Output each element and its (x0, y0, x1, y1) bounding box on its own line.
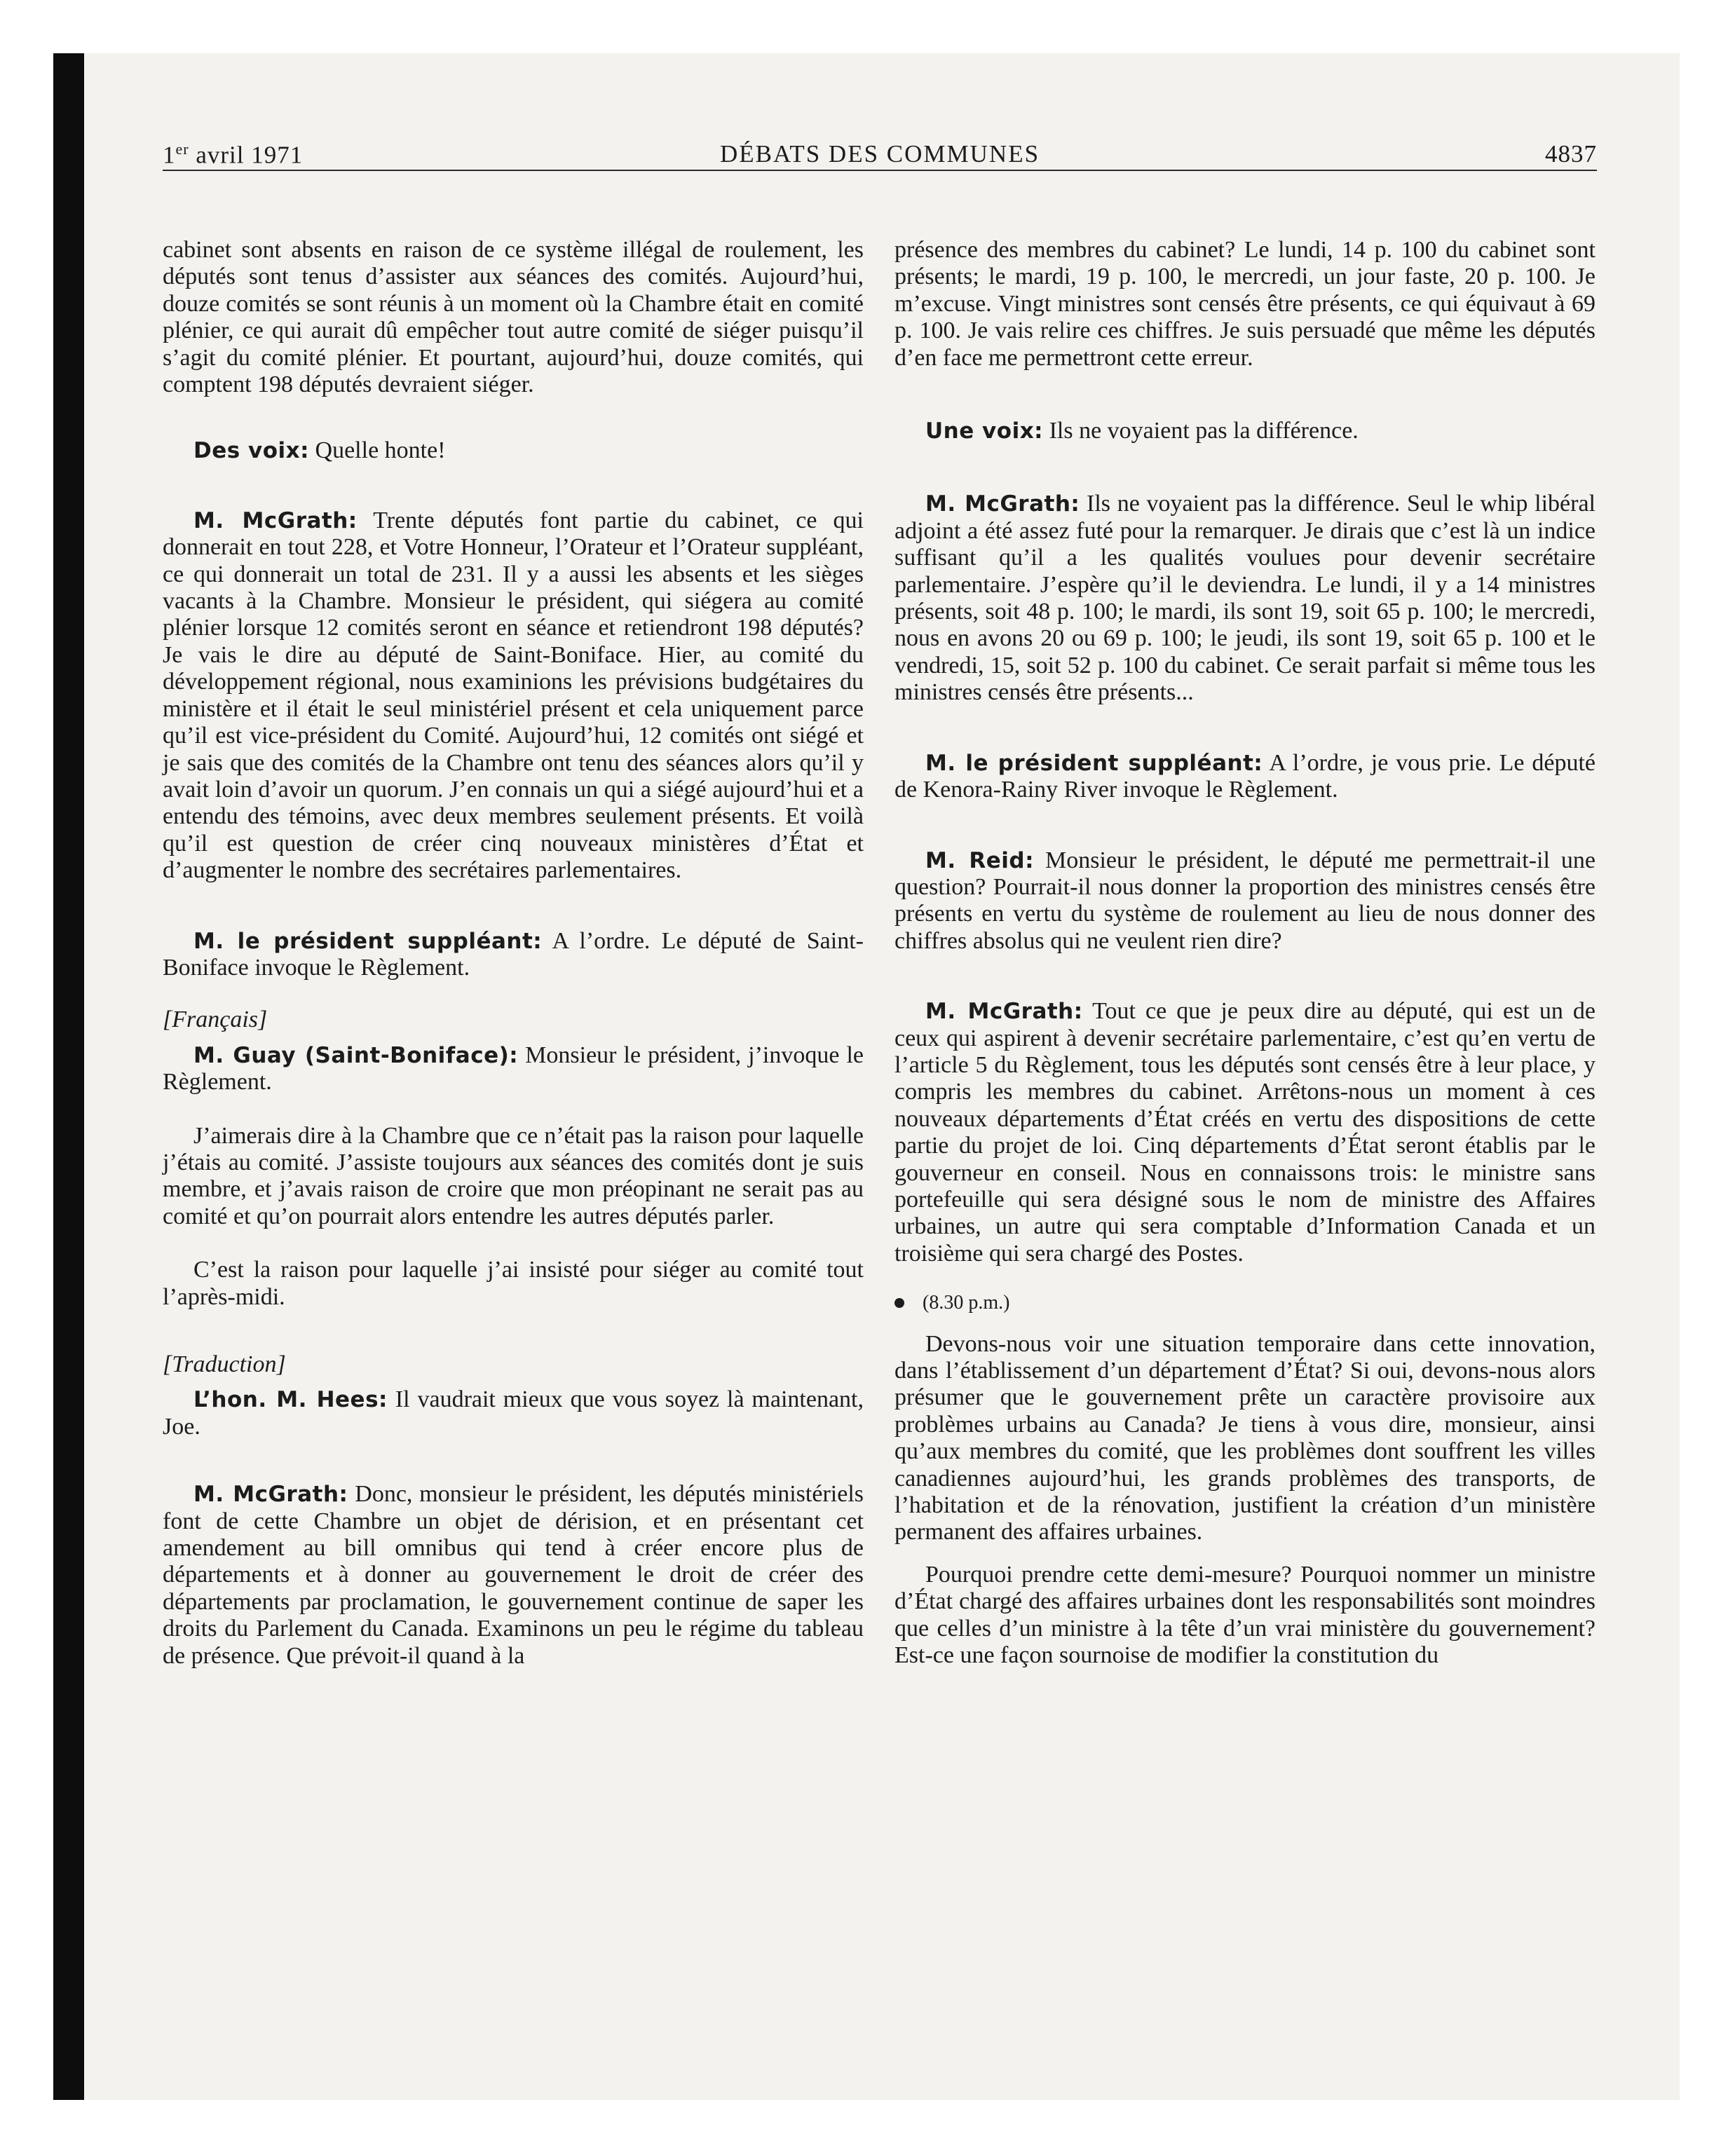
paragraph: M. le président suppléant: A l’ordre. Le député de Saint-Boniface invoque le Règlement. (163, 927, 864, 981)
paragraph: cabinet sont absents en raison de ce système illégal de roulement, les députés sont tenus d’assister aux séances des comités. Aujourd’hui, douze comités se sont réunis à un moment où la Chambre était en comité plénier, ce qui aurait dû empêcher tout autre comité de siéger puisqu’il s’agit du comité plénier. Et pourtant, aujourd’hui, douze comités, qui comptent 198 députés devraient siéger. (163, 237, 864, 398)
header-date: 1er avril 1971 (163, 140, 304, 169)
speaker-label: M. McGrath: (193, 1482, 348, 1508)
paragraph: L’hon. M. Hees: Il vaudrait mieux que vous soyez là maintenant, Joe. (163, 1386, 864, 1440)
column-left (163, 237, 864, 1670)
paragraph: M. McGrath: Trente députés font partie du cabinet, ce qui donnerait en tout 228, et Votre Honneur, l’Orateur et l’Orateur suppléant, ce qui donnerait un total de 231. Il y a aussi les absents et les sièges vacants à la Chambre. Monsieur le président, qui siégera au comité plénier lorsque 12 comités seront en séance et retiendront 198 députés? Je vais le dire au député de Saint-Boniface. Hier, au comité du développement régional, nous examinions les prévisions budgétaires du ministère et il était le seul ministériel présent et cela uniquement parce qu’il est vice-président du Comité. Aujourd’hui, 12 comités ont siégé et je sais que des comités de la Chambre ont tenu des séances alors qu’il y avait loin d’avoir un quorum. J’en connais un qui a siégé aujourd’hui et a entendu des témoins, avec deux membres seulement présents. Et voilà qu’il est question de créer cinq nouveaux ministères d’État et d’augmenter le nombre des secrétaires parlementaires. (163, 507, 864, 884)
section-marker-translation: [Traduction] (163, 1351, 286, 1377)
paragraph: C’est la raison pour laquelle j’ai insisté pour siéger au comité tout l’après-midi. (163, 1257, 864, 1310)
speaker-label: M. le président suppléant: (925, 750, 1263, 776)
running-header (163, 140, 1597, 174)
bullet-icon (894, 1298, 904, 1308)
paragraph: M. Guay (Saint-Boniface): Monsieur le président, j’invoque le Règlement. (163, 1042, 864, 1096)
speaker-label: Une voix: (925, 418, 1044, 444)
speaker-label: M. le président suppléant: (193, 928, 543, 954)
speaker-label: M. Reid: (925, 847, 1035, 873)
header-title: DÉBATS DES COMMUNES (719, 140, 1040, 168)
binding-edge (53, 53, 84, 2100)
page-number: 4837 (1545, 140, 1597, 168)
speaker-label: M. McGrath: (925, 491, 1080, 517)
paragraph: M. McGrath: Ils ne voyaient pas la différence. Seul le whip libéral adjoint a été assez futé pour la remarquer. Je dirais que c’est là un indice suffisant qu’il a les qualités voulues pour devenir secrétaire parlementaire. J’espère qu’il le deviendra. Le lundi, il y a 14 ministres présents, soit 48 p. 100; le mardi, ils sont 19, soit 65 p. 100; le mercredi, nous en avons 20 ou 69 p. 100; le jeudi, ils sont 19, soit 65 p. 100 et le vendredi, 15, soit 52 p. 100 du cabinet. Ce serait parfait si même tous les ministres censés être présents... (894, 491, 1595, 706)
speaker-label: M. McGrath: (193, 507, 358, 533)
time-marker: (8.30 p.m.) (894, 1288, 1595, 1316)
paragraph: Devons-nous voir une situation temporaire dans cette innovation, dans l’établissement d’un département d’État? Si oui, devons-nous alors présumer que le gouvernement prête un caractère provisoire aux problèmes urbains au Canada? Je tiens à vous dire, monsieur, ainsi qu’aux membres du comité, que les problèmes dont souffrent les villes canadiennes aujourd’hui, les grands problèmes des transports, de l’habitation et de la rénovation, justifient la création d’un ministère permanent des affaires urbaines. (894, 1330, 1595, 1546)
paragraph: M. McGrath: Donc, monsieur le président, les députés ministériels font de cette Chambre un objet de dérision, et en présentant cet amendement au bill omnibus qui tend à créer encore plus de départements et à donner au gouvernement le droit de créer des départements par proclamation, le gouvernement continue de saper les droits du Parlement du Canada. Examinons un peu le régime du tableau de présence. Que prévoit-il quand à la (163, 1481, 864, 1669)
paragraph: Une voix: Ils ne voyaient pas la différence. (925, 418, 1359, 444)
speaker-label: L’hon. M. Hees: (193, 1387, 388, 1413)
paragraph: présence des membres du cabinet? Le lundi, 14 p. 100 du cabinet sont présents; le mardi, 19 p. 100, le mercredi, un jour faste, 20 p. 100. Je m’excuse. Vingt ministres sont censés être présents, ce qui équivaut à 69 p. 100. Je vais relire ces chiffres. Je suis persuadé que même les députés d’en face me permettront cette erreur. (894, 237, 1595, 371)
header-rule (163, 170, 1597, 171)
speaker-label: M. McGrath: (925, 999, 1083, 1025)
section-marker-french: [Français] (163, 1007, 268, 1033)
speaker-label: M. Guay (Saint-Boniface): (193, 1042, 519, 1068)
column-right (894, 237, 1595, 1669)
paragraph: J’aimerais dire à la Chambre que ce n’était pas la raison pour laquelle j’étais au comité. J’assiste toujours aux séances des comités dont je suis membre, et j’avais raison de croire que mon préopinant ne serait pas au comité et qu’on pourrait alors entendre les autres députés parler. (163, 1122, 864, 1229)
speaker-label: Des voix: (193, 438, 310, 464)
paragraph: M. Reid: Monsieur le président, le député me permettrait-il une question? Pourrait-il nous donner la proportion des ministres censés être présents en vertu du système de roulement au lieu de nous donner des chiffres absolus qui ne veulent rien dire? (894, 847, 1595, 954)
paragraph: M. McGrath: Tout ce que je peux dire au député, qui est un de ceux qui aspirent à devenir secrétaire parlementaire, c’est qu’en vertu de l’article 5 du Règlement, tous les députés sont censés être à leur place, y compris les membres du cabinet. Arrêtons-nous un moment à ces nouveaux départements d’État créés en vertu des dispositions de cette partie du projet de loi. Cinq départements d’État seront établis par le gouverneur en conseil. Nous en connaissons trois: le ministre sans portefeuille qui sera désigné sous le nom de ministre des Affaires urbaines, un autre qui sera comptable d’Information Canada et un troisième qui sera chargé des Postes. (894, 998, 1595, 1267)
paragraph: M. le président suppléant: A l’ordre, je vous prie. Le député de Kenora-Rainy River invoque le Règlement. (894, 749, 1595, 803)
paragraph: Des voix: Quelle honte! (193, 437, 446, 464)
paragraph: Pourquoi prendre cette demi-mesure? Pourquoi nommer un ministre d’État chargé des affaires urbaines dont les responsabilités sont moindres que celles d’un ministre à la tête d’un vrai ministère du gouvernement? Est-ce une façon sournoise de modifier la constitution du (894, 1561, 1595, 1669)
